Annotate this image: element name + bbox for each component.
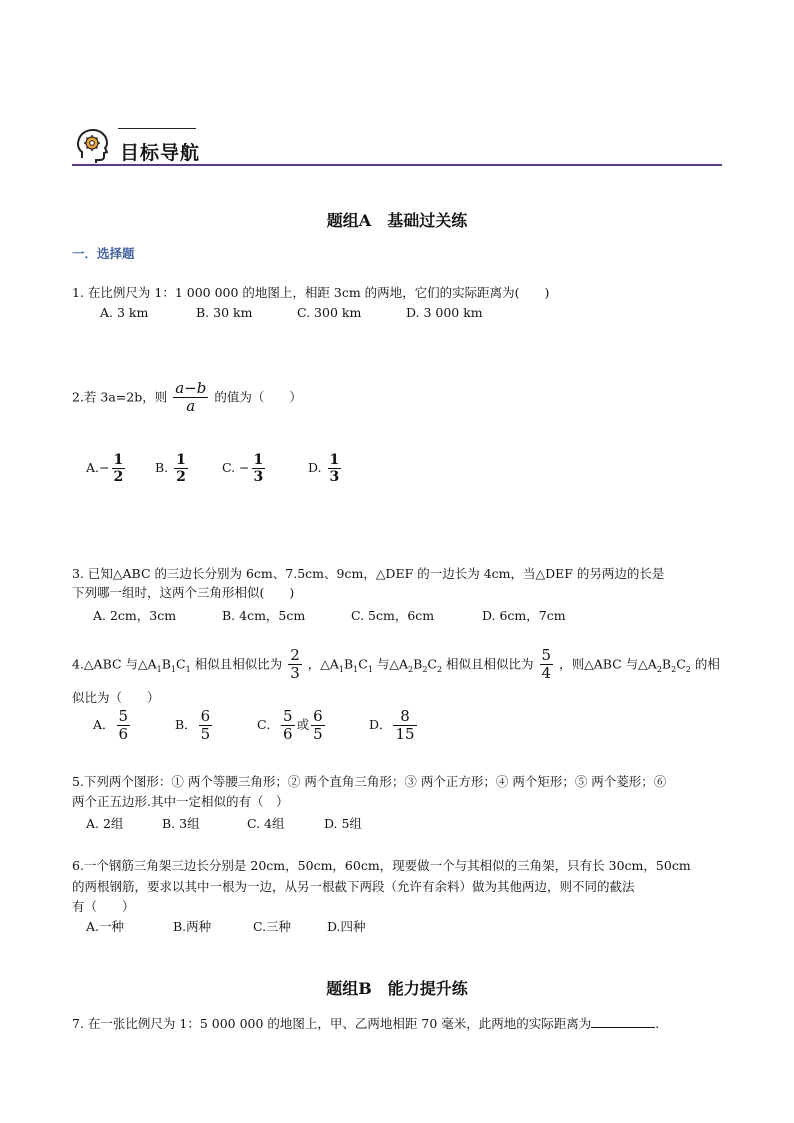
- question-6-line-3: 有（ ）: [72, 899, 135, 914]
- ratio-fraction-1: [288, 647, 302, 683]
- text: C: [427, 656, 437, 672]
- fraction-numerator: 1: [253, 452, 264, 468]
- question-1-options: [100, 305, 483, 320]
- option-c: [222, 452, 304, 485]
- question-4-line-2: 似比为（ ）: [72, 690, 160, 705]
- option-b: [155, 452, 218, 485]
- fraction-denominator: 4: [541, 664, 552, 683]
- fraction-denominator: 2: [113, 469, 124, 486]
- option-fraction: [328, 452, 342, 485]
- subscript: 1: [353, 664, 359, 674]
- option-a: A. 3 km: [100, 305, 149, 320]
- subscript: 2: [436, 664, 443, 674]
- subscript: 1: [185, 664, 191, 674]
- option-b: B. 3组: [161, 816, 200, 831]
- option-sign: −: [99, 460, 110, 476]
- answer-blank[interactable]: [591, 1015, 655, 1028]
- option-c: [257, 708, 365, 744]
- option-fraction: [117, 708, 131, 744]
- fraction-denominator: 5: [313, 725, 323, 744]
- question-7-stem: [72, 1014, 659, 1032]
- option-d: D. 5组: [323, 816, 362, 831]
- question-2-stem: [72, 380, 302, 416]
- fraction-numerator: 8: [393, 708, 416, 726]
- subscript: 1: [338, 664, 344, 674]
- fraction-numerator: 1: [176, 452, 186, 468]
- option-fraction: [311, 708, 325, 744]
- header-divider: [72, 164, 722, 166]
- option-label: B．: [174, 717, 197, 733]
- question-7-text: 7. 在一张比例尺为 1：5 000 000 的地图上，甲、乙两地相距 70 毫米，此两地的实际距离为: [72, 1016, 592, 1031]
- option-fraction: [252, 452, 266, 485]
- page-title: 目标导航: [120, 142, 201, 164]
- subscript: 1: [170, 664, 177, 674]
- ratio-fraction-2: [540, 647, 554, 683]
- option-d: [308, 452, 343, 485]
- fraction-a-minus-b-over-a: [173, 380, 208, 416]
- option-label: B.: [154, 460, 169, 476]
- text: B: [343, 656, 354, 672]
- option-label: D．: [368, 717, 392, 733]
- text: B: [161, 656, 171, 672]
- text: 4.△ABC 与△A: [72, 656, 157, 672]
- head-gear-icon: [76, 128, 110, 164]
- text: ，则△ABC 与△A: [559, 656, 657, 672]
- text: 与△A: [372, 656, 409, 672]
- option-label: C．: [256, 717, 280, 733]
- subscript: 2: [671, 664, 677, 674]
- option-fraction: [174, 452, 188, 485]
- subscript: 2: [685, 664, 691, 674]
- option-fraction: [393, 708, 416, 744]
- text: B: [413, 656, 423, 672]
- option-a: A. 2组: [86, 816, 124, 831]
- option-or: 或: [296, 717, 310, 733]
- option-c: C. 4组: [246, 816, 285, 831]
- subscript: 1: [156, 664, 162, 674]
- question-2-text-pre: 2.若 3a=2b，则: [72, 389, 168, 405]
- text: 的相: [690, 656, 720, 672]
- fraction-denominator: 3: [329, 469, 340, 486]
- question-4-line-1: [72, 647, 720, 683]
- question-3-line-2: 下列哪一组时，这两个三角形相似( ): [72, 585, 295, 600]
- text: C: [676, 656, 686, 672]
- fraction-numerator: 1: [329, 452, 340, 468]
- text: C: [176, 656, 186, 672]
- question-6-options: [86, 917, 366, 935]
- option-c: C. 5cm，6cm: [350, 608, 435, 623]
- option-label: A.: [86, 460, 100, 476]
- question-5-line-1: 5.下列两个图形：① 两个等腰三角形；② 两个直角三角形；③ 两个正方形；④ 两个矩形；⑤ 两个菱形；⑥: [72, 774, 667, 789]
- option-label: C.: [221, 460, 236, 476]
- question-2-text-post: 的值为（ ）: [214, 389, 302, 405]
- option-fraction: [199, 708, 213, 744]
- fraction-denominator: 3: [253, 469, 264, 486]
- question-3-line-1: 3. 已知△ABC 的三边长分别为 6cm、7.5cm、9cm，△DEF 的一边长为 4cm，当△DEF 的另两边的长是: [72, 566, 665, 581]
- question-6-line-2: 的两根钢筋，要求以其中一根为一边，从另一根截下两段（允许有余料）做为其他两边，则不同的截法: [72, 879, 635, 894]
- option-a: A. 2cm，3cm: [93, 608, 177, 623]
- header-top-line: [118, 128, 196, 129]
- question-5-line-2: 两个正五边形.其中一定相似的有（ ）: [72, 794, 289, 809]
- fraction-numerator: 5: [283, 707, 293, 725]
- section-label: 一．选择题: [72, 246, 135, 261]
- subscript: 2: [408, 664, 414, 674]
- question-4-options: [93, 708, 419, 744]
- fraction-denominator: 2: [176, 469, 186, 486]
- question-6-line-1: 6.一个钢筋三角架三边长分别是 20cm，50cm，60cm，现要做一个与其相似的三角架，只有长 30cm，50cm: [72, 858, 691, 873]
- group-b-title: 题组B 能力提升练: [326, 979, 468, 998]
- question-7-end: .: [655, 1016, 660, 1031]
- fraction-numerator: 6: [200, 707, 211, 725]
- subscript: 2: [656, 664, 662, 674]
- option-d: D. 6cm，7cm: [481, 608, 566, 623]
- subscript: 1: [367, 664, 373, 674]
- fraction-numerator: 2: [290, 646, 300, 664]
- fraction-denominator: a: [186, 397, 196, 416]
- option-sign: −: [239, 460, 250, 476]
- option-a: [93, 708, 171, 744]
- fraction-denominator: 3: [290, 664, 300, 683]
- question-5-options: [86, 814, 362, 832]
- fraction-numerator: 5: [118, 707, 129, 725]
- option-label: A．: [93, 717, 115, 733]
- option-d: [369, 708, 419, 744]
- text: C: [358, 656, 368, 672]
- text: ，△A: [307, 656, 339, 672]
- fraction-denominator: 6: [118, 725, 129, 744]
- question-1-stem: 1. 在比例尺为 1：1 000 000 的地图上，相距 3cm 的两地，它们的实际距离为( ): [72, 285, 550, 300]
- option-d: D.四种: [326, 919, 366, 934]
- subscript: 2: [422, 664, 428, 674]
- fraction-numerator: a−b: [175, 379, 207, 397]
- text: 相似且相似比为: [190, 656, 283, 672]
- option-b: B.两种: [172, 919, 212, 934]
- group-a-title: 题组A 基础过关练: [326, 211, 468, 230]
- text: B: [661, 656, 672, 672]
- fraction-denominator: 6: [283, 725, 293, 744]
- option-fraction: [112, 452, 126, 485]
- fraction-numerator: 1: [113, 452, 124, 468]
- question-3-options: [93, 606, 566, 624]
- question-2-options: [86, 452, 343, 485]
- text: 相似且相似比为: [442, 656, 534, 672]
- fraction-numerator: 6: [313, 707, 323, 725]
- fraction-denominator: 5: [200, 725, 211, 744]
- option-label: D.: [307, 460, 322, 476]
- option-b: B. 4cm，5cm: [221, 608, 306, 623]
- option-fraction: [281, 708, 295, 744]
- fraction-numerator: 5: [541, 646, 552, 664]
- option-b: [175, 708, 253, 744]
- option-d: D. 3 000 km: [405, 305, 483, 320]
- option-c: C. 300 km: [296, 305, 362, 320]
- fraction-denominator: 15: [395, 725, 415, 744]
- option-c: C.三种: [252, 919, 292, 934]
- option-a: A.一种: [86, 919, 125, 934]
- option-b: B. 30 km: [195, 305, 253, 320]
- option-a: [86, 452, 151, 485]
